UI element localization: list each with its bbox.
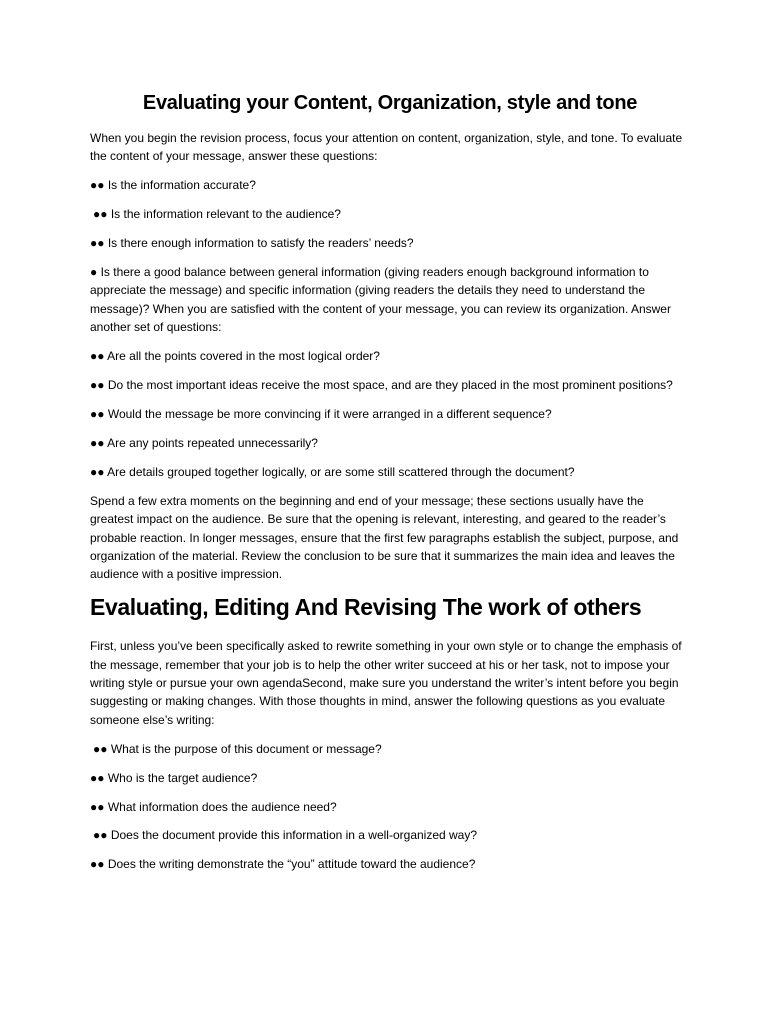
section2-bullet: ●● What is the purpose of this document or message? [93,741,382,756]
section2-heading: Evaluating, Editing And Revising The work of others [90,594,642,621]
section1-bullet: ●● Are any points repeated unnecessarily? [90,435,318,450]
section1-intro: When you begin the revision process, focus your attention on content, organization, style, and tone. To evaluate the content of your message, answer these questions: [90,131,683,164]
section2-intro: First, unless you’ve been specifically asked to rewrite something in your own style or to change the emphasis of the message, remember that your job is to help the other writer succeed at his or her task, not to impose your writing style or pursue your own agendaSecond, make sure you understand the writer’s intent before you begin suggesting or making changes. With those thoughts in mind, answer the following questions as you evaluate someone else’s writing: [90,639,682,727]
section1-bullet: ●● Are details grouped together logically, or are some still scattered through the document? [90,464,575,479]
section1-bullet: ●● Is the information relevant to the audience? [93,207,341,222]
section2-bullet: ●● Does the writing demonstrate the “you” attitude toward the audience? [90,857,476,872]
section2-bullet: ●● What information does the audience need? [90,799,337,814]
document-page [90,92,690,884]
section1-bullet: ●● Do the most important ideas receive the most space, and are they placed in the most prominent positions? [90,378,673,393]
section1-bullet: ● Is there a good balance between general information (giving readers enough background information to appreciate the message) and specific information (giving readers the details they need to understand the message)? When you are satisfied with the content of your message, you can review its organization. Answer another set of questions: [90,265,671,335]
section1-heading: Evaluating your Content, Organization, style and tone [142,92,638,114]
section2-bullet: ●● Does the document provide this information in a well-organized way? [93,828,478,843]
section1-bullet: ●● Would the message be more convincing if it were arranged in a different sequence? [90,406,552,421]
section1-bullet: ●● Is there enough information to satisfy the readers’ needs? [90,236,414,251]
section1-closing: Spend a few extra moments on the beginning and end of your message; these sections usually have the greatest impact on the audience. Be sure that the opening is relevant, interesting, and geared to the reader’s probable reaction. In longer messages, ensure that the first few paragraphs establish the subject, purpose, and organization of the material. Review the conclusion to be sure that it summarizes the main idea and leaves the audience with a positive impression. [90,493,679,582]
section1-bullet: ●● Are all the points covered in the most logical order? [90,349,380,364]
section2-bullet: ●● Who is the target audience? [90,770,258,785]
section1-bullet: ●● Is the information accurate? [90,178,256,193]
